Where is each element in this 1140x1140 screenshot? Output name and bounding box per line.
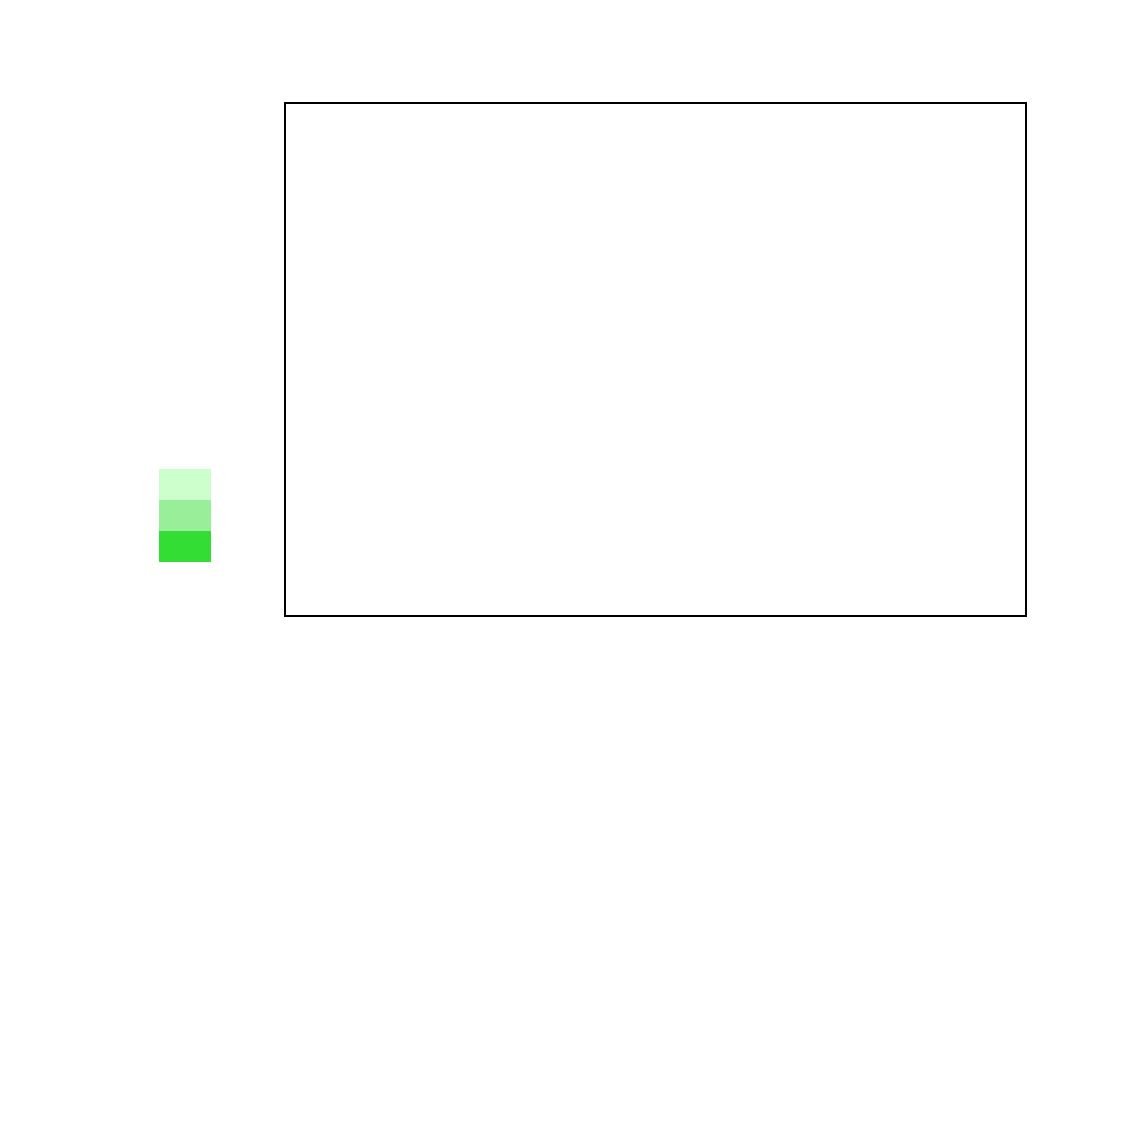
rh-swatch-90 — [159, 531, 211, 562]
rh-swatch-70 — [159, 469, 211, 500]
rh-swatch-80 — [159, 500, 211, 531]
cross-section-frame — [285, 103, 1026, 616]
